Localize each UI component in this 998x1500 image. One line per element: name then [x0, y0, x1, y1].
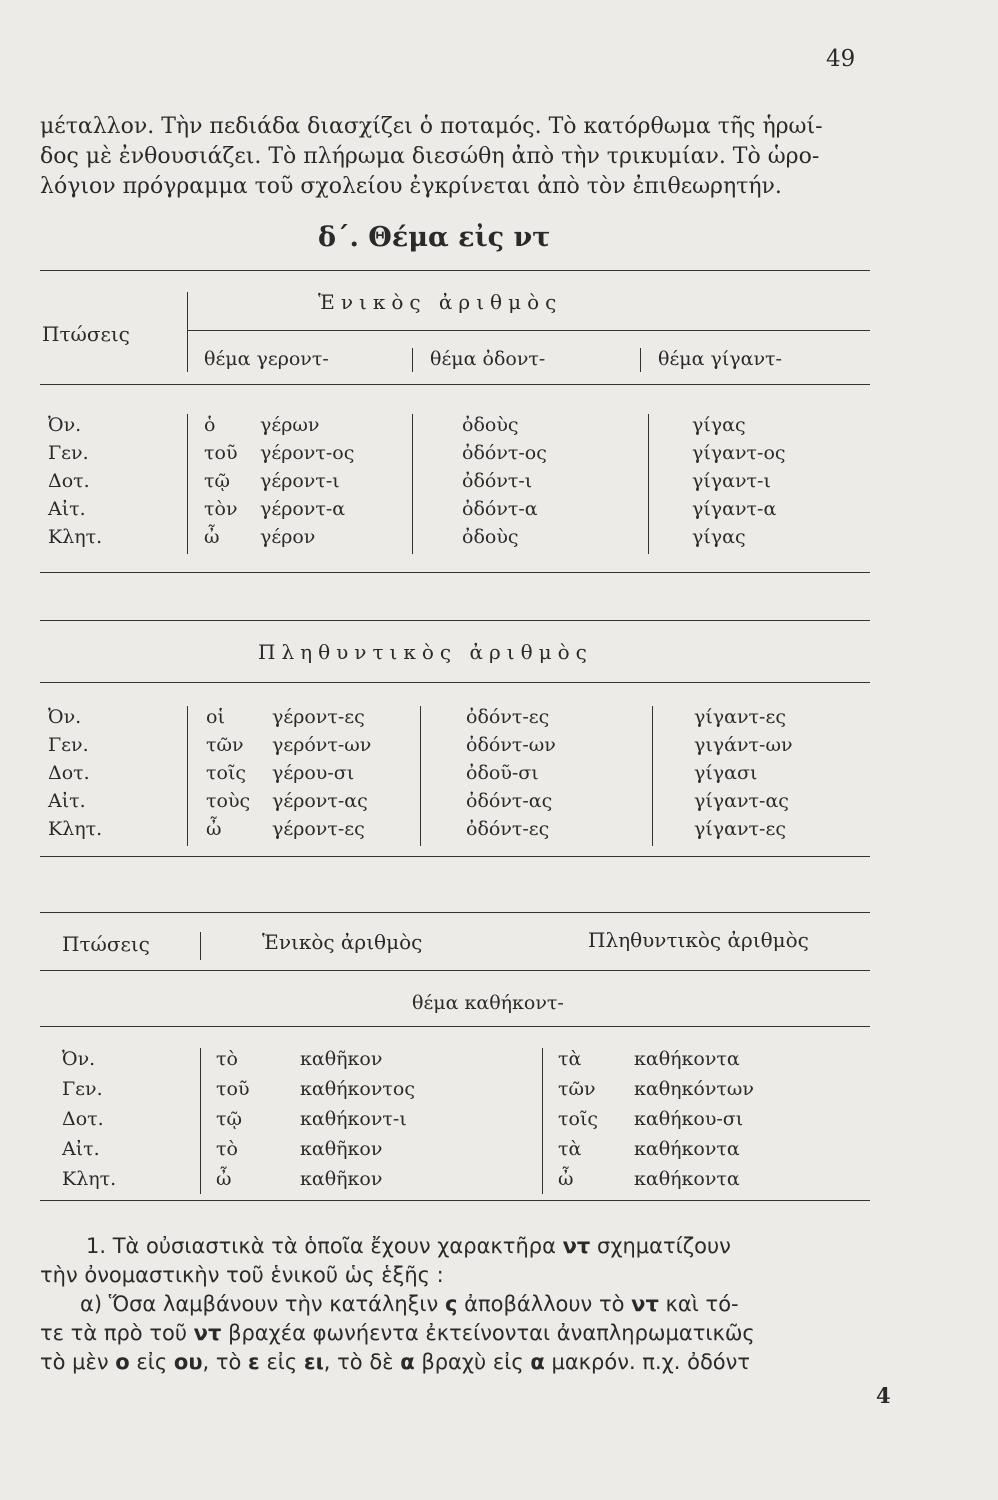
form: γέρου-σι — [272, 762, 355, 784]
form: γερόντ-ων — [272, 734, 372, 756]
cases-header: Πτώσεις — [42, 322, 130, 346]
form: καθήκοντος — [300, 1078, 415, 1100]
article: τοῖς — [206, 762, 247, 784]
table-divider — [187, 292, 188, 372]
article: ὁ — [204, 414, 216, 436]
case-label: Ὀν. — [48, 414, 82, 436]
article: τῶν — [558, 1078, 596, 1100]
rules-paragraph — [40, 1232, 888, 1377]
article: τοῦ — [216, 1078, 250, 1100]
rules-line: 1. Τὰ οὐσιαστικὰ τὰ ὁποῖα ἔχουν χαρακτῆρα ντ σχηματίζουν — [86, 1234, 731, 1258]
table-rule — [40, 912, 870, 913]
article: ὦ — [558, 1168, 574, 1190]
article: τοῦ — [204, 442, 238, 464]
article: τὸν — [204, 498, 238, 520]
form: γέρον — [260, 526, 316, 548]
article: οἱ — [206, 706, 225, 728]
form: καθῆκον — [300, 1048, 383, 1070]
stem-header: θέμα γεροντ- — [204, 348, 329, 370]
form: γιγάντ-ων — [694, 734, 793, 756]
case-label: Γεν. — [48, 734, 89, 756]
stem-header: θέμα γίγαντ- — [658, 348, 782, 370]
table-rule — [40, 384, 870, 385]
article: τῷ — [204, 470, 231, 492]
form: ὀδόντ-ι — [462, 470, 533, 492]
form: γέροντ-ας — [272, 790, 368, 812]
plural-header: Πληθυντικὸς ἀριθμὸς — [588, 928, 809, 952]
rules-line: τὴν ὀνομαστικὴν τοῦ ἑνικοῦ ὡς ἑξῆς : — [40, 1263, 444, 1287]
form: καθῆκον — [300, 1138, 383, 1160]
case-label: Κλητ. — [48, 526, 103, 548]
intro-line: λόγιον πρόγραμμα τοῦ σχολείου ἐγκρίνεται ἀπὸ τὸν ἐπιθεωρητήν. — [40, 174, 782, 199]
form: γίγαντ-ες — [694, 818, 786, 840]
case-label: Δοτ. — [62, 1108, 104, 1130]
article: τοὺς — [206, 790, 251, 812]
cases-header: Πτώσεις — [62, 932, 150, 956]
table-divider — [412, 348, 413, 372]
case-label: Γεν. — [48, 442, 89, 464]
article: τὰ — [558, 1138, 582, 1160]
form: γέροντ-ος — [260, 442, 355, 464]
table-rule — [40, 270, 870, 271]
case-label: Κλητ. — [62, 1168, 117, 1190]
form: γέροντ-α — [260, 498, 346, 520]
form: καθήκοντα — [634, 1168, 740, 1190]
table-divider — [420, 706, 421, 846]
form: ὀδόντ-ες — [466, 818, 550, 840]
table-rule — [40, 572, 870, 573]
form: ὀδόντ-α — [462, 498, 538, 520]
article: τῷ — [216, 1108, 243, 1130]
form: ὀδόντ-ος — [462, 442, 547, 464]
form: καθῆκον — [300, 1168, 383, 1190]
case-label: Δοτ. — [48, 762, 90, 784]
article: ὦ — [216, 1168, 232, 1190]
rules-line: τε τὰ πρὸ τοῦ ντ βραχέα φωνήεντα ἐκτείνονται ἀναπληρωματικῶς — [40, 1321, 755, 1345]
form: γίγαντ-ας — [694, 790, 789, 812]
form: γέρων — [260, 414, 320, 436]
form: γίγασι — [694, 762, 758, 784]
article: τὰ — [558, 1048, 582, 1070]
form: καθήκοντα — [634, 1138, 740, 1160]
table-divider — [648, 414, 649, 554]
case-label: Αἰτ. — [48, 790, 86, 812]
form: καθήκου-σι — [634, 1108, 744, 1130]
form: καθήκοντ-ι — [300, 1108, 407, 1130]
form: γίγαντ-ες — [694, 706, 786, 728]
form: ὀδόντ-ων — [466, 734, 556, 756]
stem-header: θέμα καθήκοντ- — [412, 992, 564, 1014]
form: γέροντ-ι — [260, 470, 340, 492]
intro-paragraph — [40, 112, 870, 202]
form: ὀδόντ-ας — [466, 790, 553, 812]
table-divider — [640, 348, 641, 372]
table-rule — [40, 682, 870, 683]
stem-header: θέμα ὀδοντ- — [430, 348, 546, 370]
case-label: Αἰτ. — [48, 498, 86, 520]
article: τὸ — [216, 1138, 238, 1160]
form: καθηκόντων — [634, 1078, 754, 1100]
article: τῶν — [206, 734, 244, 756]
table-rule — [40, 970, 870, 971]
rules-line: τὸ μὲν ο εἰς ου, τὸ ε εἰς ει, τὸ δὲ α βραχὺ εἰς α μακρόν. π.χ. ὀδόντ — [40, 1350, 751, 1374]
form: γίγαντ-α — [692, 498, 777, 520]
form: ὀδοὺς — [462, 526, 519, 548]
form: γίγαντ-ος — [692, 442, 786, 464]
form: γίγας — [692, 526, 746, 548]
case-label: Ὀν. — [48, 706, 82, 728]
section-title: δ΄. Θέμα εἰς ντ — [318, 222, 551, 253]
intro-line: δος μὲ ἐνθουσιάζει. Τὸ πλήρωμα διεσώθη ἀπὸ τὴν τρικυμίαν. Τὸ ὡρο- — [40, 144, 820, 169]
plural-header: Πληθυντικὸς ἀριθμὸς — [258, 640, 593, 664]
article: τὸ — [216, 1048, 238, 1070]
table-rule — [40, 1200, 870, 1201]
form: γίγας — [692, 414, 746, 436]
form: καθήκοντα — [634, 1048, 740, 1070]
form: γέροντ-ες — [272, 818, 365, 840]
table-divider — [652, 706, 653, 846]
table-rule — [188, 330, 870, 331]
rules-line: α) Ὅσα λαμβάνουν τὴν κατάληξιν ς ἀποβάλλουν τὸ ντ καὶ τό- — [80, 1292, 739, 1316]
singular-header: Ἑνικὸς ἀριθμὸς — [262, 930, 423, 954]
case-label: Ὀν. — [62, 1048, 96, 1070]
table-divider — [412, 414, 413, 554]
form: γέροντ-ες — [272, 706, 365, 728]
intro-line: μέταλλον. Τὴν πεδιάδα διασχίζει ὁ ποταμός. Τὸ κατόρθωμα τῆς ἡρωί- — [40, 114, 823, 139]
form: ὀδόντ-ες — [466, 706, 550, 728]
table-divider — [200, 1048, 201, 1194]
case-label: Αἰτ. — [62, 1138, 100, 1160]
case-label: Κλητ. — [48, 818, 103, 840]
case-label: Γεν. — [62, 1078, 103, 1100]
table-rule — [40, 1026, 870, 1027]
table-divider — [187, 414, 188, 554]
article: ὦ — [204, 526, 220, 548]
table-divider — [542, 1048, 543, 1194]
case-label: Δοτ. — [48, 470, 90, 492]
form: ὀδοῦ-σι — [466, 762, 539, 784]
singular-header: Ἑνικὸς ἀριθμὸς — [318, 290, 563, 314]
article: ὦ — [206, 818, 222, 840]
article: τοῖς — [558, 1108, 599, 1130]
table-rule — [40, 856, 870, 857]
form: γίγαντ-ι — [692, 470, 771, 492]
form: ὀδοὺς — [462, 414, 519, 436]
table-divider — [187, 706, 188, 846]
table-rule — [40, 620, 870, 621]
page-number: 49 — [826, 46, 856, 72]
signature-mark: 4 — [876, 1383, 891, 1408]
table-divider — [200, 932, 201, 960]
